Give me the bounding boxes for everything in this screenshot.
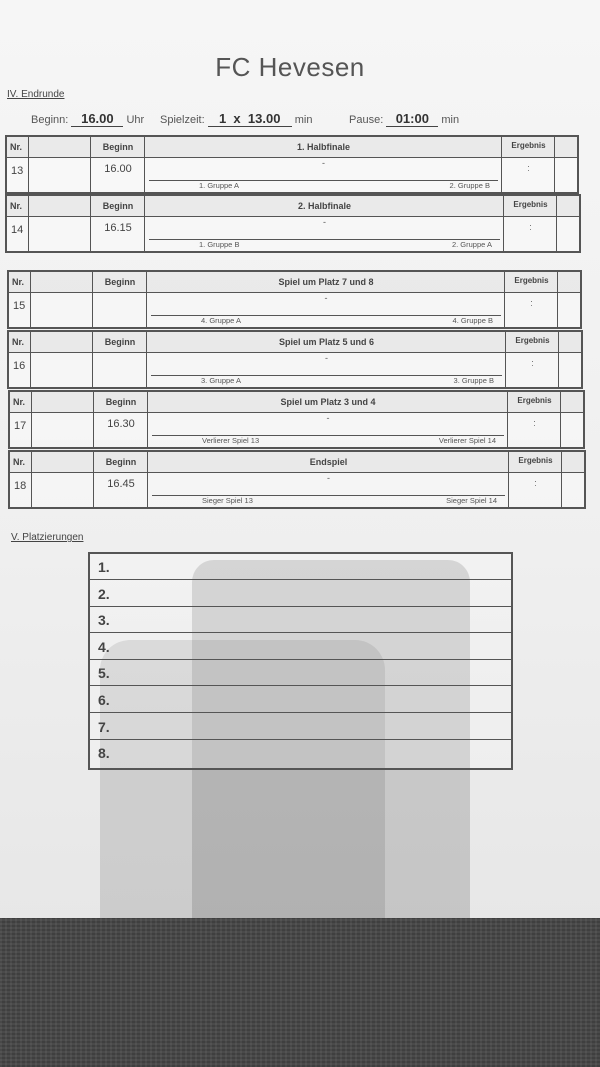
pause-label: Pause: [349,114,384,126]
away-team: Sieger Spiel 14 [446,496,497,505]
result-colon: : [534,478,537,488]
score-dash: - [327,473,330,483]
home-team: 1. Gruppe B [199,240,240,249]
match-block [5,194,581,253]
placement-rank: 3. [98,612,110,629]
match-block [8,390,585,449]
beginn-header: Beginn [105,457,137,467]
spielzeit-unit: min [294,114,313,126]
ergebnis-header: Ergebnis [515,336,550,345]
match-number: 17 [14,420,27,432]
spielzeit-value: 1 x 13.00 [208,111,292,127]
match-number: 15 [13,300,26,312]
match-title: Spiel um Platz 7 und 8 [278,277,374,287]
nr-header: Nr. [10,142,23,152]
away-team: 2. Gruppe B [449,181,490,190]
carpet-background [0,918,600,1067]
score-dash: - [322,158,325,168]
nr-header: Nr. [13,397,26,407]
beginn-header: Beginn [105,397,137,407]
nr-header: Nr. [10,201,23,211]
placement-rank: 2. [98,585,110,602]
meta-spielzeit [160,111,313,127]
beginn-value: 16.00 [71,111,123,127]
nr-header: Nr. [12,277,25,287]
placement-row [90,554,511,580]
section-endrunde: IV. Endrunde [7,89,65,100]
result-colon: : [533,418,536,428]
match-number: 13 [11,165,24,177]
match-block [7,330,583,389]
beginn-header: Beginn [102,201,134,211]
beginn-header: Beginn [104,337,136,347]
away-team: 2. Gruppe A [451,240,492,249]
beginn-header: Beginn [102,142,134,152]
placement-row [90,660,511,686]
beginn-unit: Uhr [126,114,145,126]
meta-pause [349,111,459,127]
placement-rank: 8. [98,745,110,762]
nr-header: Nr. [12,337,25,347]
placement-rank: 6. [98,692,110,708]
section-platzierungen: V. Platzierungen [11,532,84,543]
match-start-time: 16.15 [104,222,132,234]
nr-header: Nr. [13,457,26,467]
away-team: 4. Gruppe B [452,316,493,325]
away-team: 3. Gruppe B [453,376,494,385]
placement-row [90,607,511,633]
result-colon: : [527,163,530,173]
ergebnis-header: Ergebnis [511,141,546,150]
match-start-time: 16.00 [104,163,132,175]
page-title: FC Hevesen [215,52,365,82]
match-number: 14 [11,224,24,236]
pause-unit: min [441,114,460,126]
meta-beginn [31,111,144,127]
match-number: 16 [13,360,26,372]
placement-row [90,740,511,766]
match-start-time: 16.30 [107,418,135,430]
match-block [7,270,582,329]
spielzeit-label: Spielzeit: [160,114,205,126]
placement-row [90,687,511,713]
home-team: 1. Gruppe A [199,181,240,190]
ergebnis-header: Ergebnis [514,276,549,285]
score-dash: - [325,353,328,363]
match-title: Spiel um Platz 3 und 4 [280,397,376,407]
home-team: Sieger Spiel 13 [202,496,253,505]
match-title: Spiel um Platz 5 und 6 [278,337,375,347]
placement-table [88,552,513,770]
ergebnis-header: Ergebnis [513,200,548,209]
match-block [8,450,586,509]
placement-rank: 1. [98,559,110,575]
match-title: 2. Halbfinale [297,201,351,211]
placement-row [90,714,511,740]
home-team: 4. Gruppe A [201,316,242,325]
placement-rank: 7. [98,718,110,735]
placement-row [90,634,511,660]
beginn-label: Beginn: [31,114,69,126]
result-colon: : [529,222,532,232]
away-team: Verlierer Spiel 14 [438,436,496,445]
score-dash: - [324,293,328,303]
match-title: 1. Halbfinale [296,142,350,152]
ergebnis-header: Ergebnis [518,456,553,465]
score-dash: - [326,413,330,423]
match-title: Endspiel [309,457,348,467]
beginn-header: Beginn [104,277,136,287]
match-number: 18 [14,480,27,492]
score-dash: - [323,217,326,227]
placement-row [90,581,511,607]
pause-value: 01:00 [386,111,438,127]
home-team: 3. Gruppe A [201,376,242,385]
placement-rank: 4. [98,638,110,655]
placement-rank: 5. [98,665,110,682]
ergebnis-header: Ergebnis [517,396,552,405]
match-start-time: 16.45 [107,478,135,490]
match-block [5,135,579,194]
result-colon: : [531,358,534,368]
result-colon: : [530,298,533,308]
home-team: Verlierer Spiel 13 [202,436,260,445]
